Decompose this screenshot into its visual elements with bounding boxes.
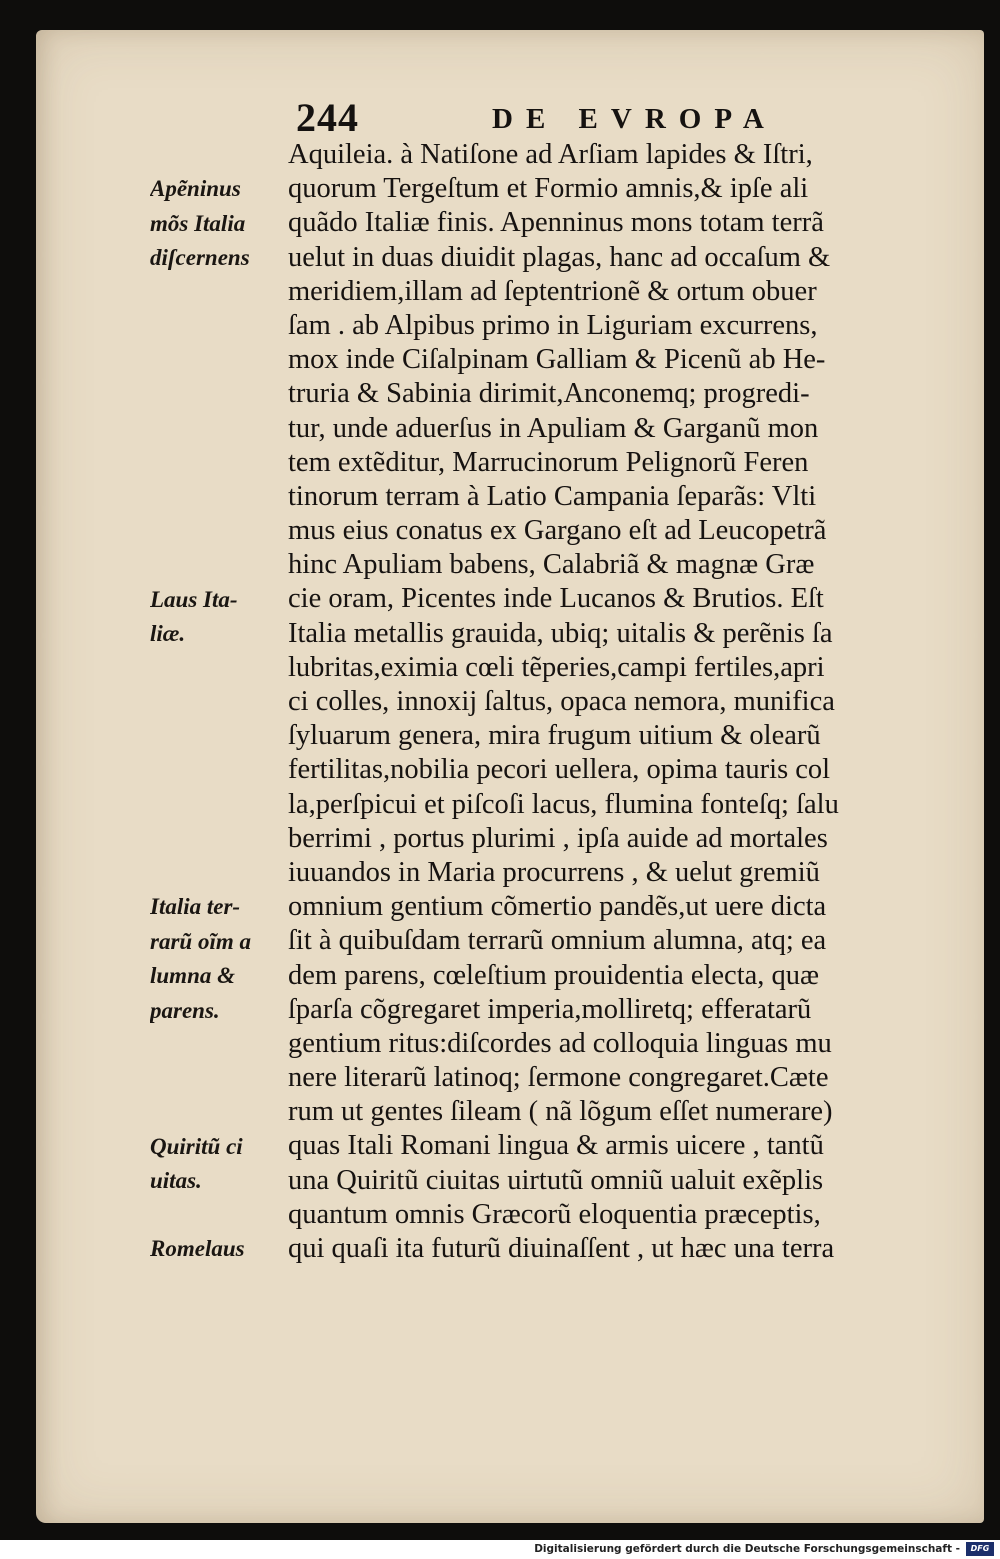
margin-note <box>150 583 292 652</box>
running-head <box>296 95 836 140</box>
text-line: qui quaſi ita futurũ diuinaſſent , ut hæc una terra <box>288 1233 835 1264</box>
margin-note-line: mõs Italia <box>150 210 246 236</box>
text-line: ſit à quibuſdam terrarũ omnium alumna, atq; ea <box>288 925 827 957</box>
text-line: berrimi , portus plurimi , ipſa auide ad mortales <box>288 822 828 854</box>
text-line: mus eius conatus ex Gargano eſt ad Leucopetrã <box>288 515 827 547</box>
text-line: ſyluarum genera, mira frugum uitium & olearũ <box>288 720 821 752</box>
margin-note-line: Laus Ita- <box>150 586 238 612</box>
main-text <box>288 138 964 1266</box>
text-line: truria & Sabinia dirimit,Anconemq; progredi- <box>288 378 810 410</box>
text-line: una Quiritũ ciuitas uirtutũ omniũ ualuit exẽplis <box>288 1164 824 1196</box>
text-line: fertilitas,nobilia pecori uellera, opima tauris col <box>288 754 831 786</box>
margin-note-line: parens. <box>150 997 220 1023</box>
text-line: Italia metallis grauida, ubiq; uitalis & perẽnis ſa <box>288 617 833 649</box>
text-line: lubritas,eximia cœli tẽperies,campi fertiles,apri <box>288 651 825 683</box>
text-line: cie oram, Picentes inde Lucanos & Brutios. Eſt <box>288 583 824 615</box>
margin-note <box>150 1130 292 1199</box>
text-line: uelut in duas diuidit plagas, hanc ad occaſum & <box>288 241 831 273</box>
margin-note-line: liæ. <box>150 621 186 647</box>
text-line: quorum Tergeſtum et Formio amnis,& ipſe ali <box>288 173 809 205</box>
text-line: tinorum terram à Latio Campania ſeparãs: Vlti <box>288 480 817 512</box>
text-line: gentium ritus:diſcordes ad colloquia linguas mu <box>288 1027 832 1059</box>
text-line: iuuandos in Maria procurrens , & uelut gremiũ <box>288 856 820 888</box>
running-title: DE EVROPA <box>492 103 777 135</box>
text-line: quas Itali Romani lingua & armis uicere , tantũ <box>288 1130 824 1162</box>
margin-note-line: rarũ oĩm a <box>150 928 251 954</box>
margin-note <box>150 1232 292 1267</box>
margin-note-line: Italia ter- <box>150 894 241 920</box>
text-line: rum ut gentes ſileam ( nã lõgum eſſet numerare) <box>288 1096 833 1128</box>
page-number: 244 <box>296 95 359 140</box>
margin-note <box>150 172 292 276</box>
text-line: quãdo Italiæ finis. Apenninus mons totam terrã <box>288 207 824 239</box>
text-line: ci colles, innoxij ſaltus, opaca nemora, munifica <box>288 686 835 717</box>
margin-note-line: Romelaus <box>150 1236 245 1262</box>
margin-note-line: lumna & <box>150 963 236 989</box>
margin-note-line: Quiritũ ci <box>150 1133 243 1159</box>
text-line: quantum omnis Græcorũ eloquentia præceptis, <box>288 1198 821 1230</box>
text-line: omnium gentium cõmertio pandẽs,ut uere dicta <box>288 891 827 923</box>
text-line: mox inde Ciſalpinam Galliam & Picenũ ab He- <box>288 344 826 376</box>
text-line: ſam . ab Alpibus primo in Liguriam excurrens, <box>288 309 818 341</box>
margin-note-line: uitas. <box>150 1168 202 1194</box>
margin-note-line: diſcernens <box>150 245 250 271</box>
margin-note-line: Apẽninus <box>150 176 241 202</box>
text-line: nere literarũ latinoq; ſermone congregaret.Cæte <box>288 1062 829 1094</box>
text-line: tur, unde aduerſus in Apuliam & Garganũ mon <box>288 412 819 444</box>
margin-note <box>150 890 292 1028</box>
footer-bar <box>0 1540 1000 1559</box>
text-line: la,perſpicui et piſcoſi lacus, flumina fonteſq; ſalu <box>288 788 839 820</box>
text-line: meridiem,illam ad ſeptentrionẽ & ortum obuer <box>288 275 817 307</box>
text-line: hinc Apuliam babens, Calabriã & magnæ Græ <box>288 549 815 581</box>
digitization-credit: Digitalisierung gefördert durch die Deutsche Forschungsgemeinschaft - <box>534 1543 960 1555</box>
text-line: tem extẽditur, Marrucinorum Pelignorũ Feren <box>288 446 809 478</box>
text-line: dem parens, cœleſtium prouidentia electa, quæ <box>288 959 820 991</box>
text-line: ſparſa cõgregaret imperia,molliretq; efferatarũ <box>288 993 812 1025</box>
text-line: Aquileia. à Natiſone ad Arſiam lapides & Iſtri, <box>288 139 813 170</box>
dfg-logo: DFG <box>966 1542 994 1556</box>
